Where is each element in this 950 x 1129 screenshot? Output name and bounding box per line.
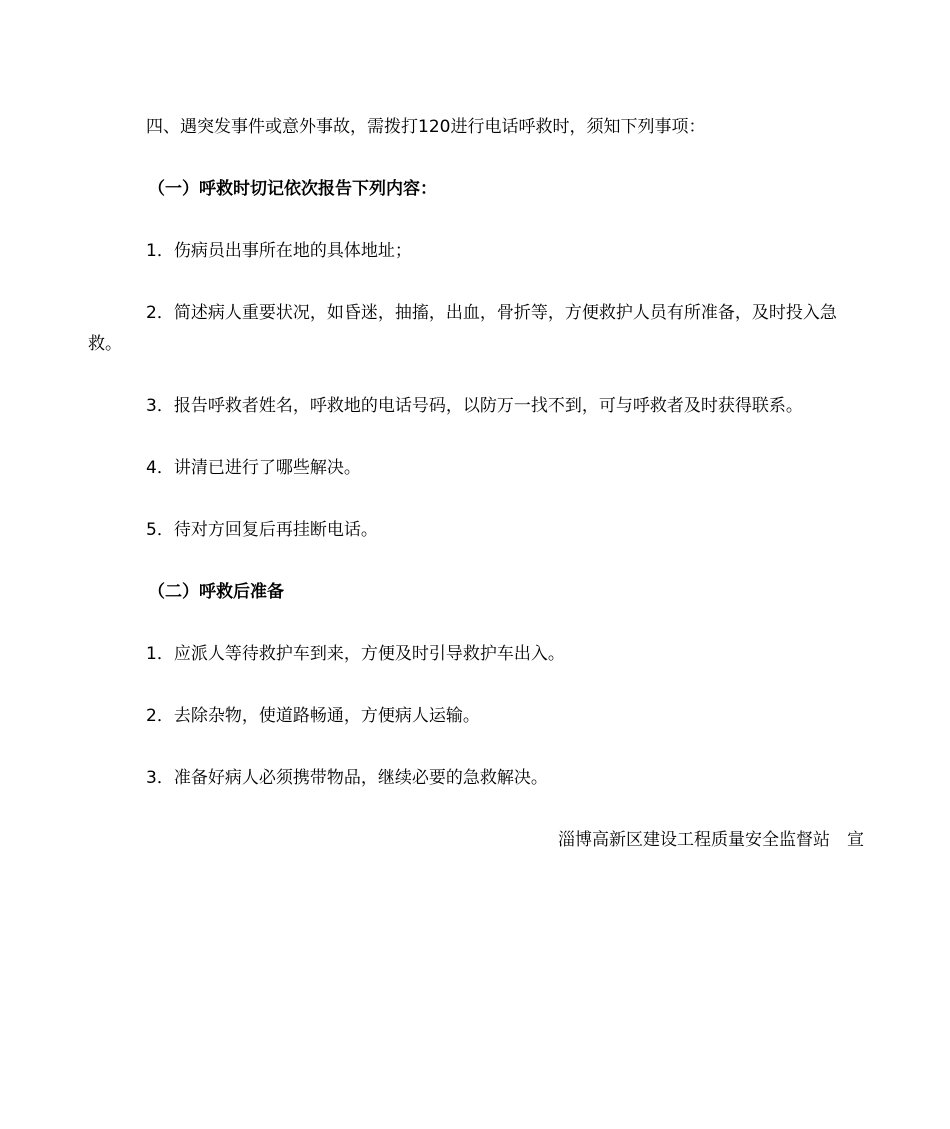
section1-item-1: 1．伤病员出事所在地的具体地址； bbox=[146, 241, 412, 261]
signature: 淄博高新区建设工程质量安全监督站 宣 bbox=[558, 830, 864, 850]
section2-item-2: 2．去除杂物，使道路畅通，方便病人运输。 bbox=[146, 706, 480, 726]
section1-heading: （一）呼救时切记依次报告下列内容： bbox=[148, 179, 437, 199]
intro-paragraph: 四、遇突发事件或意外事故，需拨打120进行电话呼救时，须知下列事项： bbox=[146, 117, 706, 137]
section1-item-3: 3．报告呼救者姓名，呼救地的电话号码，以防万一找不到，可与呼救者及时获得联系。 bbox=[146, 396, 803, 416]
section1-item-4: 4．讲清已进行了哪些解决。 bbox=[146, 458, 361, 478]
section2-item-3: 3．准备好病人必须携带物品，继续必要的急救解决。 bbox=[146, 768, 548, 788]
section1-item-5: 5．待对方回复后再挂断电话。 bbox=[146, 520, 378, 540]
section1-item-2: 2．简述病人重要状况，如昏迷，抽搐，出血，骨折等，方便救护人员有所准备，及时投入急救。 bbox=[88, 303, 837, 354]
section2-item-1: 1．应派人等待救护车到来，方便及时引导救护车出入。 bbox=[146, 644, 565, 664]
section2-heading: （二）呼救后准备 bbox=[148, 582, 284, 602]
